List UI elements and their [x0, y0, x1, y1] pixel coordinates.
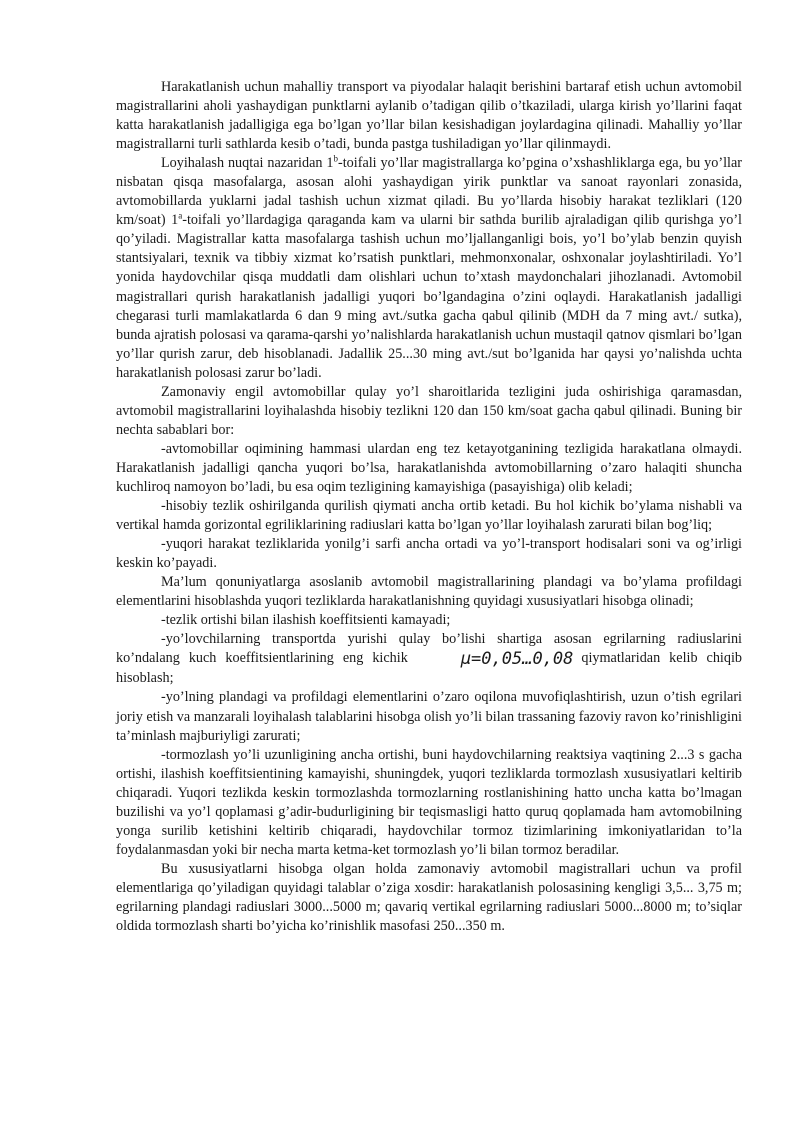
- text-run: qiymatlaridan kelib chiqib hisoblash;: [116, 650, 742, 687]
- superscript-a: a: [178, 210, 183, 221]
- list-item-traffic-flow: -avtomobillar oqimining hammasi ulardan eng tez ketayotganining tezligida harakatlana olmaydi. Harakatlanish jadalligi qancha yuqori bo’lsa, harakatlanishda avtomobillarning o’zaro halaqiti shuncha kuchliroq namoyon bo’ladi, bu esa oqim tezligining kamayishiga (pasayishiga) olib keladi;: [116, 440, 742, 495]
- paragraph-category-1b-roads: [116, 154, 742, 383]
- list-item-construction-cost: -hisobiy tezlik oshirilganda qurilish qiymati ancha ortib ketadi. Bu hol kichik bo’ylama nishabli va vertikal hamda gorizontal egriliklarining radiuslari katta bo’lgan yo’llar loyihalash zarurati bilan bog’liq;: [116, 498, 742, 534]
- paragraph-bypass-routes: Harakatlanish uchun mahalliy transport va piyodalar halaqit berishini bartaraf etish uchun avtomobil magistrallarini aholi yashaydigan punktlarni aylanib o’tadigan qilib o’tkaziladi, ularga kirish yo’llarini faqat katta harakatlanish jadalligiga ega bo’lgan yo’llar bilan kesishadigan joylardagina qilinadi. Mahalliy yo’llar magistrallarni turli sathlarda kesib o’tadi, bunda pastga tushiladigan yo’llar qilinmaydi.: [116, 79, 742, 153]
- list-item-fuel-accidents: -yuqori harakat tezliklarida yonilg’i sarfi ancha ortadi va yo’l-transport hodisalari soni va og’irligi keskin ko’payadi.: [116, 536, 742, 572]
- text-run: Loyihalash nuqtai nazaridan 1: [161, 155, 334, 172]
- list-item-curve-radius: [116, 630, 742, 688]
- text-run: -toifali yo’llar magistrallarga ko’pgina o’xshashliklarga ega, bu yo’llar nisbatan qisqa masofalarga, asosan alohi yashaydigan yirik punktlar va sanoat rayonlari zonasida, avtomobillarda yuklarni jadal tashish uchun xizmat qiladi. Bu yo’llarda hisobiy harakat tezliklari (120 km/soat) 1: [116, 155, 742, 229]
- paragraph-design-speed: Zamonaviy engil avtomobillar qulay yo’l sharoitlarida tezligini juda oshirishiga qaramasdan, avtomobil magistrallarini loyihalashda hisobiy tezlikni 120 dan 150 km/soat gacha qabul qilinadi. Buning bir nechta sabablari bor:: [116, 383, 742, 438]
- formula-mu: μ=0,05…0,08: [460, 649, 574, 670]
- list-item-braking-distance: -tormozlash yo’li uzunligining ancha ortishi, buni haydovchilarning reaktsiya vaqtining 2...3 s gacha ortishi, ilashish koeffitsientining kamayishi, shuningdek, yuqori tezliklarda tormozlash xususiyatlari keltirib chiqaradi. Yuqori tezlikda keskin tormozlashda tormozlarning rostlanishining hatto uncha katta bo’lmagan buzilishi va yo’l qoplamasi g’adir-budurligining bir teqismasligi hatto quruq qoplamada ham avtomobilning yonga surilib ketishini keltirib chiqaradi, haydovchilar tormoz tizimlarining imkoniyatlaridan to’la foydalanmasdan yoki bir necha marta ketma-ket tormozlash yo’li bilan tormoz beradilar.: [116, 746, 742, 858]
- list-item-spatial-smoothness: -yo’lning plandagi va profildagi elementlarini o’zaro oqilona muvofiqlashtirish, uzun o’tish egrilari joriy etish va manzarali loyihalash talablarini hisobga olish yo’li bilan trassaning fazoviy ravon ko’rinishligini ta’minlash majburiyligi zarurati;: [116, 689, 742, 744]
- text-run: -toifali yo’llardagiga qaraganda kam va ularni bir sathda burilib ajraladigan qilib qurishga yo’l qo’yiladi. Magistrallar katta masofalarga tashish uchun mo’ljallanganligi bois, yo’l bo’ylab benzin quyish stantsiyalari, texnik va tibbiy xizmat ko’rsatish punktlari, mehmonxonalar, oshxonalar joylashtiriladi. Yo’l yonida haydovchilar qisqa muddatli dam olishlari uchun to’xtash maydonchalari jihozlanadi. Avtomobil magistrallari qurish harakatlanish jadalligi yuqori bo’lgandagina o’zini oqlaydi. Harakatlanish jadalligi chegarasi turli mamlakatlarda 6 dan 9 ming avt./sutka gacha qabul qilinib (MDH da 7 ming avt./ sutka), bunda ajratish polosasi va qarama-qarshi yo’nalishlarda harakatlanish uchun mustaqil qatnov qismlari bo’lgan yo’llar qurish zarur, deb hisoblanadi. Jadallik 25...30 ming avt./sut bo’lganida har qaysi yo’nalishda uchta harakatlanish polosasi zarur bo’ladi.: [116, 212, 742, 381]
- list-item-adhesion: -tezlik ortishi bilan ilashish koeffitsienti kamayadi;: [161, 612, 451, 629]
- paragraph-high-speed-features: Ma’lum qonuniyatlarga asoslanib avtomobil magistrallarining plandagi va bo’ylama profildagi elementlarini hisoblashda yuqori tezliklarda harakatlanishning quyidagi xususiyatlari hisobga olinadi;: [116, 574, 742, 610]
- text-run: -yo’lovchilarning transportda yurishi qulay bo’lishi shartiga asosan egrilarning radiuslarini ko’ndalang kuch koeffitsientlarining eng kichik: [116, 631, 742, 667]
- paragraph-requirements: Bu xususiyatlarni hisobga olgan holda zamonaviy avtomobil magistrallari uchun va profil elementlariga qo’yiladigan quyidagi talablar o’ziga xosdir: harakatlanish polosasining kengligi 3,5... 3,75 m; egrilarning plandagi radiuslari 3000...5000 m; qavariq vertikal egrilarning radiuslari 5000...8000 m; to’siqlar oldida tormozlash sharti bo’yicha ko’rinishlik masofasi 250...350 m.: [116, 860, 742, 935]
- superscript-b: b: [333, 153, 339, 164]
